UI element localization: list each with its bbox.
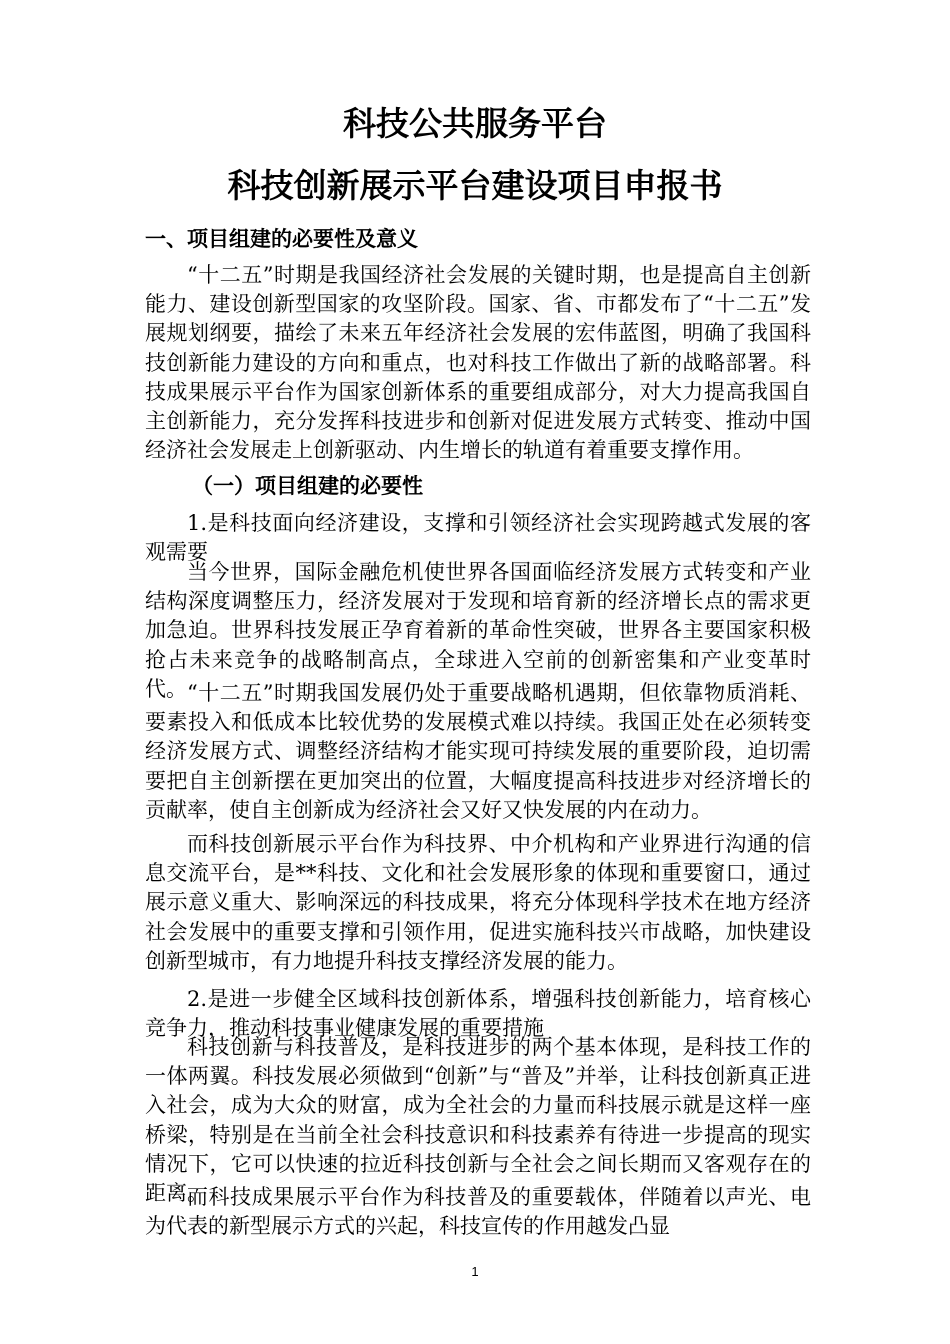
item1-paragraph-3: 而科技创新展示平台作为科技界、中介机构和产业界进行沟通的信息交流平台，是**科技、文化和社会发展形象的体现和重要窗口，通过展示意义重大、影响深远的科技成果，将充分体现科学技术在地方经济社会发展中的重要支撑和引领作用，促进实施科技兴市战略，加快建设创新型城市，有力地提升科技支撑经济发展的能力。: [145, 832, 811, 973]
section1-heading: 一、项目组建的必要性及意义: [145, 227, 418, 251]
section1-intro-paragraph: “十二五”时期是我国经济社会发展的关键时期，也是提高自主创新能力、建设创新型国家的攻坚阶段。国家、省、市都发布了“十二五”发展规划纲要，描绘了未来五年经济社会发展的宏伟蓝图，明确了我国科技创新能力建设的方向和重点，也对科技工作做出了新的战略部署。科技成果展示平台作为国家创新体系的重要组成部分，对大力提高我国自主创新能力，充分发挥科技进步和创新对促进发展方式转变、推动中国经济社会发展走上创新驱动、内生增长的轨道有着重要支撑作用。: [145, 263, 811, 463]
document-title-line2: 科技创新展示平台建设项目申报书: [227, 166, 723, 205]
subsection1-heading: （一）项目组建的必要性: [192, 474, 423, 498]
item1-paragraph-2: “十二五”时期我国发展仍处于重要战略机遇期，但依靠物质消耗、要素投入和低成本比较优势的发展模式难以持续。我国正处在必须转变经济发展方式、调整经济结构才能实现可持续发展的重要阶段，迫切需要把自主创新摆在更加突出的位置，大幅度提高科技进步对经济增长的贡献率，使自主创新成为经济社会又好又快发展的内在动力。: [145, 681, 811, 822]
item2-heading: 2.是进一步健全区域科技创新体系，增强科技创新能力，培育核心竞争力，推动科技事业健康发展的重要措施: [145, 987, 811, 1041]
item2-paragraph-1: 科技创新与科技普及，是科技进步的两个基本体现，是科技工作的一体两翼。科技发展必须做到“创新”与“普及”并举，让科技创新真正进入社会，成为大众的财富，成为全社会的力量而科技展示就是这样一座桥梁，特别是在当前全社会科技意识和科技素养有待进一步提高的现实情况下，它可以快速的拉近科技创新与全社会之间长期而又客观存在的距离。: [145, 1035, 811, 1206]
item1-paragraph-1: 当今世界，国际金融危机使世界各国面临经济发展方式转变和产业结构深度调整压力，经济发展对于发现和培育新的经济增长点的需求更加急迫。世界科技发展正孕育着新的革命性突破，世界各主要国家积极抢占未来竞争的战略制高点，全球进入空前的创新密集和产业变革时代。: [145, 560, 811, 701]
item1-heading: 1.是科技面向经济建设，支撑和引领经济社会实现跨越式发展的客观需要: [145, 511, 811, 565]
page-number: 1: [471, 1264, 479, 1279]
document-title-line1: 科技公共服务平台: [343, 104, 607, 143]
item2-paragraph-2: 而科技成果展示平台作为科技普及的重要载体，伴随着以声光、电为代表的新型展示方式的兴起，科技宣传的作用越发凸显: [145, 1185, 811, 1239]
